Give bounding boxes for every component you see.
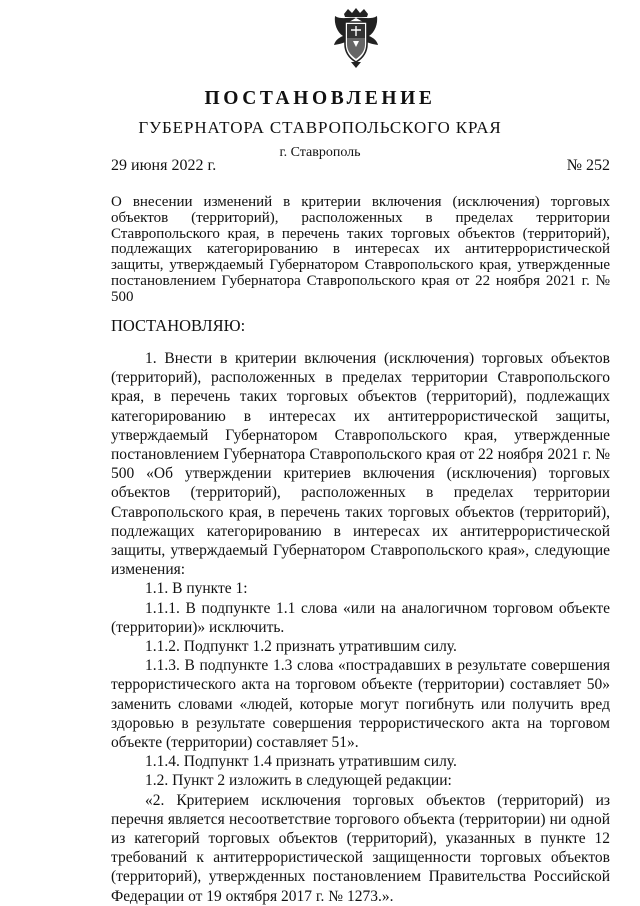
document-date: 29 июня 2022 г.	[111, 157, 217, 174]
paragraph-1-2: 1.2. Пункт 2 изложить в следующей редакции:	[145, 772, 452, 790]
paragraph-1-1: 1.1. В пункте 1:	[145, 580, 248, 598]
document-title: ПОСТАНОВЛЕНИЕ	[204, 88, 436, 109]
paragraph-1-1-2: 1.1.2. Подпункт 1.2 признать утратившим силу.	[145, 638, 457, 656]
paragraph-1-1-1: 1.1.1. В подпункте 1.1 слова «или на аналогичном торговом объекте (территории)» исключить.	[111, 599, 610, 636]
paragraph-1-1-3: 1.1.3. В подпункте 1.3 слова «пострадавших в результате совершения террористического акта на торговом объекте (территории) составляет 50» заменить словами «людей, которые могут погибнуть или получить вред здоровью в результате совершения террористического акта на торговом объекте (территории) составляет 51».	[111, 657, 610, 752]
decree-word: ПОСТАНОВЛЯЮ:	[111, 316, 246, 335]
paragraph-1-1-4: 1.1.4. Подпункт 1.4 признать утратившим силу.	[145, 753, 457, 771]
paragraph-1: 1. Внести в критерии включения (исключения) торговых объектов (территорий), расположенных в пределах территории Ставропольского края, в перечень таких торговых объектов (территорий), подлежащих категорированию в интересах их антитеррористической защиты, утверждаемый Губернатором Ставропольского края, утвержденные постановлением Губернатора Ставропольского края от 22 ноября 2021 г. № 500 «Об утверждении критериев включения (исключения) торговых объектов (территорий), расположенных в пределах территории Ставропольского края, в перечень таких торговых объектов (территорий), подлежащих категорированию в интересах их антитеррористической защиты, утверждаемый Губернатором Ставропольского края», следующие изменения:	[111, 350, 610, 579]
issuer-title: ГУБЕРНАТОРА СТАВРОПОЛЬСКОГО КРАЯ	[138, 118, 502, 137]
paragraph-quote-2: «2. Критерием исключения торговых объектов (территорий) из перечня является несоответствие торгового объекта (территории) ни одной из категорий торговых объектов (территорий), указанных в пункте 12 требований к антитеррористической защищенности торговых объектов (территорий), утвержденных постановлением Правительства Российской Федерации от 19 октября 2017 г. № 1273.».	[111, 791, 610, 905]
document-body	[111, 349, 610, 906]
document-number: № 252	[566, 157, 610, 174]
city: г. Ставрополь	[279, 145, 361, 160]
coat-of-arms-icon	[329, 8, 383, 68]
document-subject: О внесении изменений в критерии включения (исключения) торговых объектов (территорий), расположенных в пределах территории Ставропольского края, в перечень таких торговых объектов (территорий), подлежащих категорированию в интересах их антитеррористической защиты, утверждаемый Губернатором Ставропольского края, утвержденные постановлением Губернатора Ставропольского края от 22 ноября 2021 г. № 500	[111, 194, 610, 305]
